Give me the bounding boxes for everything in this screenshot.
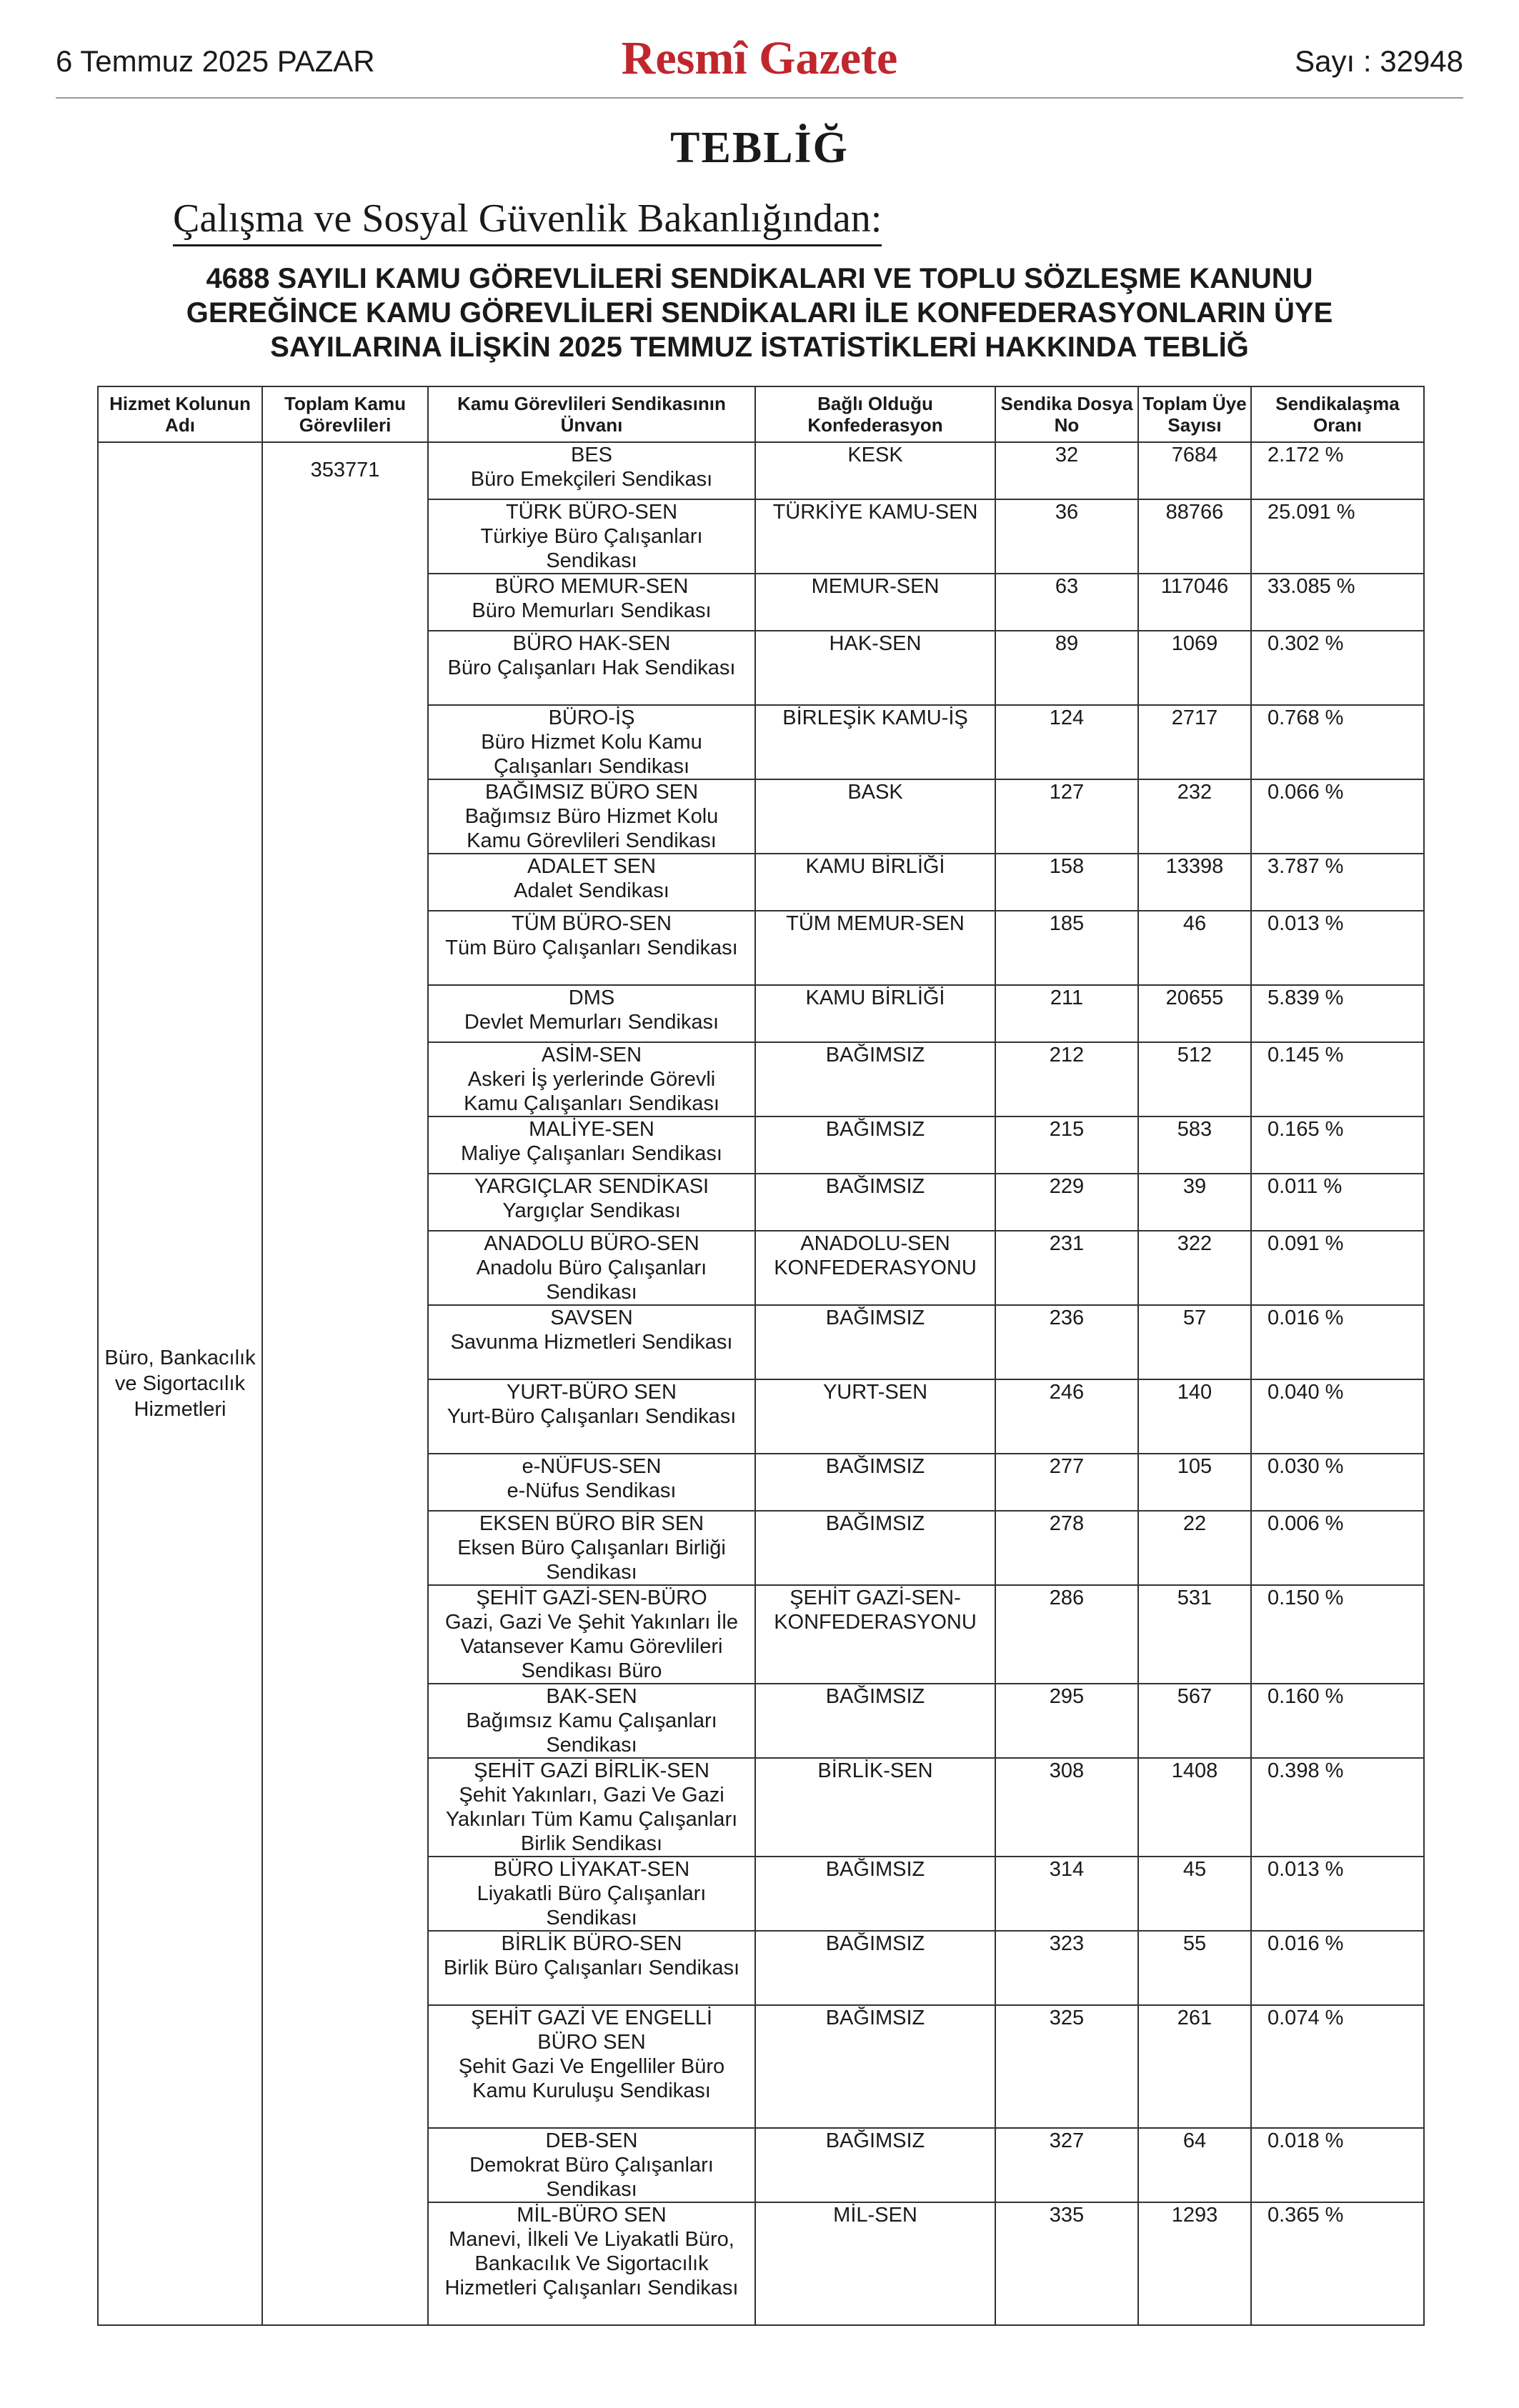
union-full-name-line: Şehit Gazi Ve Engelliler Büro: [458, 2055, 725, 2078]
confederation-cell: [755, 1511, 995, 1585]
file-number-cell: 63: [995, 574, 1138, 631]
confederation-line: BAĞIMSIZ: [825, 1858, 925, 1881]
unionization-rate-cell: 0.030 %: [1251, 1454, 1424, 1511]
union-full-name-line: Eksen Büro Çalışanları Birliği: [457, 1537, 726, 1559]
member-count-cell: 46: [1138, 911, 1251, 985]
union-full-name-line: Tüm Büro Çalışanları Sendikası: [445, 936, 738, 959]
file-number-cell: 89: [995, 631, 1138, 705]
header-file-number: Sendika Dosya No: [995, 386, 1138, 442]
confederation-line: BAĞIMSIZ: [825, 1685, 925, 1708]
union-full-name-line: Şehit Yakınları, Gazi Ve Gazi: [459, 1784, 724, 1807]
union-name-cell: [428, 1174, 755, 1231]
file-number-cell: 231: [995, 1231, 1138, 1305]
union-full-name-line: Adalet Sendikası: [514, 879, 669, 902]
union-abbreviation: DMS: [568, 986, 615, 1009]
unionization-rate-cell: 0.365 %: [1251, 2202, 1424, 2325]
confederation-cell: [755, 1042, 995, 1116]
union-full-name-line: Sendikası: [546, 1281, 637, 1304]
file-number-cell: 32: [995, 442, 1138, 499]
file-number-cell: 158: [995, 854, 1138, 911]
confederation-line: MİL-SEN: [833, 2204, 917, 2227]
confederation-line: TÜRKİYE KAMU-SEN: [772, 501, 978, 524]
member-count-cell: 1069: [1138, 631, 1251, 705]
file-number-cell: 127: [995, 779, 1138, 854]
header-sector: Hizmet Kolunun Adı: [98, 386, 262, 442]
union-full-name-line: Bağımsız Kamu Çalışanları: [466, 1709, 717, 1732]
confederation-cell: [755, 499, 995, 574]
union-full-name-line: BÜRO SEN: [537, 2031, 646, 2054]
union-name-cell: [428, 1379, 755, 1454]
document-title-line: SAYILARINA İLİŞKİN 2025 TEMMUZ İSTATİSTİKLERİ HAKKINDA TEBLİĞ: [270, 331, 1249, 363]
unionization-rate-cell: 2.172 %: [1251, 442, 1424, 499]
union-full-name-line: Vatansever Kamu Görevlileri: [460, 1635, 723, 1658]
unionization-rate-cell: 5.839 %: [1251, 985, 1424, 1042]
union-name-cell: [428, 2005, 755, 2128]
union-full-name-line: Sendikası Büro: [521, 1659, 662, 1682]
confederation-cell: [755, 1379, 995, 1454]
unionization-rate-cell: 0.302 %: [1251, 631, 1424, 705]
union-full-name-line: Sendikası: [546, 1734, 637, 1757]
confederation-line: KONFEDERASYONU: [774, 1257, 977, 1279]
union-full-name-line: Liyakatli Büro Çalışanları: [477, 1882, 707, 1905]
unionization-rate-cell: 0.006 %: [1251, 1511, 1424, 1585]
member-count-cell: 1408: [1138, 1758, 1251, 1857]
sector-name-line: Hizmetleri: [134, 1398, 226, 1421]
union-full-name-line: Kamu Çalışanları Sendikası: [464, 1092, 719, 1115]
union-full-name-line: Anadolu Büro Çalışanları: [476, 1257, 707, 1279]
file-number-cell: 212: [995, 1042, 1138, 1116]
union-full-name-line: Yakınları Tüm Kamu Çalışanları: [445, 1808, 738, 1831]
unionization-rate-cell: 3.787 %: [1251, 854, 1424, 911]
member-count-cell: 88766: [1138, 499, 1251, 574]
union-name-cell: [428, 442, 755, 499]
unionization-rate-cell: 0.016 %: [1251, 1931, 1424, 2005]
member-count-cell: 567: [1138, 1684, 1251, 1758]
union-name-cell: [428, 1042, 755, 1116]
confederation-cell: [755, 574, 995, 631]
confederation-line: BİRLİK-SEN: [817, 1759, 933, 1782]
document-title: [71, 261, 1448, 364]
confederation-line: BAĞIMSIZ: [825, 1118, 925, 1141]
file-number-cell: 36: [995, 499, 1138, 574]
header-member-count: Toplam Üye Sayısı: [1138, 386, 1251, 442]
file-number-cell: 286: [995, 1585, 1138, 1684]
union-full-name-line: Demokrat Büro Çalışanları: [469, 2154, 714, 2177]
union-abbreviation: BES: [570, 444, 613, 466]
member-count-cell: 7684: [1138, 442, 1251, 499]
union-name-cell: [428, 631, 755, 705]
unionization-rate-cell: 0.768 %: [1251, 705, 1424, 779]
confederation-line: TÜM MEMUR-SEN: [786, 912, 965, 935]
member-count-cell: 20655: [1138, 985, 1251, 1042]
member-count-cell: 39: [1138, 1174, 1251, 1231]
union-name-cell: [428, 911, 755, 985]
confederation-line: HAK-SEN: [829, 632, 922, 655]
unionization-rate-cell: 0.150 %: [1251, 1585, 1424, 1684]
union-abbreviation: ŞEHİT GAZİ VE ENGELLİ: [471, 2007, 712, 2029]
union-abbreviation: MALİYE-SEN: [529, 1118, 654, 1141]
confederation-line: ŞEHİT GAZİ-SEN-: [790, 1587, 961, 1609]
member-count-cell: 531: [1138, 1585, 1251, 1684]
issue-date: 6 Temmuz 2025 PAZAR: [56, 44, 375, 78]
union-abbreviation: ASİM-SEN: [541, 1044, 642, 1066]
union-full-name-line: Kamu Kuruluşu Sendikası: [472, 2079, 711, 2102]
union-full-name-line: Gazi, Gazi Ve Şehit Yakınları İle: [445, 1611, 738, 1634]
union-abbreviation: ŞEHİT GAZİ BİRLİK-SEN: [474, 1759, 709, 1782]
sector-name-line: ve Sigortacılık: [114, 1372, 246, 1395]
union-name-cell: [428, 985, 755, 1042]
union-abbreviation: YARGIÇLAR SENDİKASI: [474, 1175, 709, 1198]
document-title-line: 4688 SAYILI KAMU GÖREVLİLERİ SENDİKALARI VE TOPLU SÖZLEŞME KANUNU: [206, 263, 1313, 294]
unionization-rate-cell: 0.016 %: [1251, 1305, 1424, 1379]
union-abbreviation: DEB-SEN: [545, 2129, 638, 2152]
confederation-cell: [755, 854, 995, 911]
member-count-cell: 140: [1138, 1379, 1251, 1454]
member-count-cell: 512: [1138, 1042, 1251, 1116]
union-name-cell: [428, 1305, 755, 1379]
confederation-cell: [755, 1931, 995, 2005]
unionization-rate-cell: 25.091 %: [1251, 499, 1424, 574]
union-full-name-line: Yargıçlar Sendikası: [502, 1199, 681, 1222]
unionization-rate-cell: 0.091 %: [1251, 1231, 1424, 1305]
union-full-name-line: Birlik Büro Çalışanları Sendikası: [443, 1957, 740, 1979]
confederation-cell: [755, 1231, 995, 1305]
union-full-name-line: Bankacılık Ve Sigortacılık: [474, 2252, 709, 2275]
confederation-line: BAĞIMSIZ: [825, 1932, 925, 1955]
member-count-cell: 13398: [1138, 854, 1251, 911]
file-number-cell: 277: [995, 1454, 1138, 1511]
union-full-name-line: Büro Çalışanları Hak Sendikası: [447, 656, 736, 679]
member-count-cell: 261: [1138, 2005, 1251, 2128]
file-number-cell: 211: [995, 985, 1138, 1042]
confederation-line: YURT-SEN: [822, 1381, 928, 1404]
file-number-cell: 229: [995, 1174, 1138, 1231]
unionization-rate-cell: 0.160 %: [1251, 1684, 1424, 1758]
header-total-employees: Toplam Kamu Görevlileri: [262, 386, 428, 442]
union-abbreviation: MİL-BÜRO SEN: [517, 2204, 667, 2227]
union-abbreviation: BÜRO-İŞ: [548, 706, 635, 729]
union-abbreviation: EKSEN BÜRO BİR SEN: [479, 1512, 704, 1535]
union-full-name-line: Büro Memurları Sendikası: [472, 599, 712, 622]
file-number-cell: 124: [995, 705, 1138, 779]
union-name-cell: [428, 574, 755, 631]
confederation-cell: [755, 911, 995, 985]
union-name-cell: [428, 2128, 755, 2202]
confederation-line: BAĞIMSIZ: [825, 1175, 925, 1198]
union-full-name-line: Büro Emekçileri Sendikası: [470, 468, 713, 491]
confederation-cell: [755, 1585, 995, 1684]
unionization-rate-cell: 33.085 %: [1251, 574, 1424, 631]
member-count-cell: 57: [1138, 1305, 1251, 1379]
union-full-name-line: Sendikası: [546, 549, 637, 572]
confederation-line: BASK: [847, 781, 903, 804]
member-count-cell: 105: [1138, 1454, 1251, 1511]
member-count-cell: 1293: [1138, 2202, 1251, 2325]
unionization-rate-cell: 0.040 %: [1251, 1379, 1424, 1454]
confederation-line: BAĞIMSIZ: [825, 1512, 925, 1535]
union-abbreviation: BİRLİK BÜRO-SEN: [501, 1932, 682, 1955]
member-count-cell: 22: [1138, 1511, 1251, 1585]
confederation-line: BAĞIMSIZ: [825, 1307, 925, 1329]
union-name-cell: [428, 499, 755, 574]
union-full-name-line: Askeri İş yerlerinde Görevli: [467, 1068, 716, 1091]
file-number-cell: 308: [995, 1758, 1138, 1857]
table-header-row: [98, 386, 1424, 442]
confederation-cell: [755, 779, 995, 854]
confederation-cell: [755, 705, 995, 779]
confederation-cell: [755, 1857, 995, 1931]
union-abbreviation: BÜRO HAK-SEN: [512, 632, 671, 655]
member-count-cell: 232: [1138, 779, 1251, 854]
union-full-name-line: Devlet Memurları Sendikası: [464, 1011, 719, 1034]
union-full-name-line: Manevi, İlkeli Ve Liyakatli Büro,: [449, 2228, 734, 2251]
confederation-line: ANADOLU-SEN: [800, 1232, 950, 1255]
confederation-line: BAĞIMSIZ: [825, 2007, 925, 2029]
confederation-line: BAĞIMSIZ: [825, 1044, 925, 1066]
confederation-cell: [755, 1116, 995, 1174]
union-name-cell: [428, 1931, 755, 2005]
confederation-cell: [755, 1684, 995, 1758]
header-confederation: Bağlı Olduğu Konfederasyon: [755, 386, 995, 442]
union-full-name-line: Büro Hizmet Kolu Kamu: [481, 731, 702, 754]
confederation-line: BAĞIMSIZ: [825, 1455, 925, 1478]
union-name-cell: [428, 1684, 755, 1758]
union-name-cell: [428, 705, 755, 779]
union-full-name-line: Bağımsız Büro Hizmet Kolu: [464, 805, 719, 828]
gazette-header: [56, 32, 1463, 87]
union-full-name-line: Yurt-Büro Çalışanları Sendikası: [447, 1405, 737, 1428]
unionization-rate-cell: 0.011 %: [1251, 1174, 1424, 1231]
union-abbreviation: ANADOLU BÜRO-SEN: [484, 1232, 699, 1255]
sector-name-line: Büro, Bankacılık: [104, 1347, 256, 1369]
union-full-name-line: e-Nüfus Sendikası: [507, 1479, 677, 1502]
member-count-cell: 64: [1138, 2128, 1251, 2202]
confederation-cell: [755, 1454, 995, 1511]
ministry-line: Çalışma ve Sosyal Güvenlik Bakanlığından:: [173, 194, 882, 246]
confederation-cell: [755, 442, 995, 499]
document-title-line: GEREĞİNCE KAMU GÖREVLİLERİ SENDİKALARI İLE KONFEDERASYONLARIN ÜYE: [186, 297, 1333, 329]
member-count-cell: 2717: [1138, 705, 1251, 779]
unionization-rate-cell: 0.165 %: [1251, 1116, 1424, 1174]
sector-name-cell: [98, 442, 262, 2325]
member-count-cell: 55: [1138, 1931, 1251, 2005]
union-full-name-line: Sendikası: [546, 1907, 637, 1929]
union-name-cell: [428, 1454, 755, 1511]
union-name-cell: [428, 1116, 755, 1174]
union-name-cell: [428, 1511, 755, 1585]
union-abbreviation: SAVSEN: [550, 1307, 633, 1329]
table-row: [98, 442, 1424, 499]
union-abbreviation: BAĞIMSIZ BÜRO SEN: [484, 781, 699, 804]
confederation-line: BİRLEŞİK KAMU-İŞ: [782, 706, 968, 729]
confederation-line: KAMU BİRLİĞİ: [805, 855, 945, 878]
unionization-rate-cell: 0.074 %: [1251, 2005, 1424, 2128]
file-number-cell: 314: [995, 1857, 1138, 1931]
confederation-line: KAMU BİRLİĞİ: [805, 986, 945, 1009]
file-number-cell: 335: [995, 2202, 1138, 2325]
union-name-cell: [428, 2202, 755, 2325]
union-abbreviation: BÜRO MEMUR-SEN: [494, 575, 689, 598]
union-full-name-line: Birlik Sendikası: [520, 1832, 663, 1855]
confederation-line: MEMUR-SEN: [811, 575, 940, 598]
header-unionization-rate: Sendikalaşma Oranı: [1251, 386, 1424, 442]
union-abbreviation: ADALET SEN: [527, 855, 656, 878]
file-number-cell: 327: [995, 2128, 1138, 2202]
union-abbreviation: TÜM BÜRO-SEN: [512, 912, 672, 935]
union-full-name-line: Türkiye Büro Çalışanları: [480, 525, 703, 548]
confederation-cell: [755, 1305, 995, 1379]
total-employees-cell: 353771: [262, 442, 428, 2325]
union-full-name-line: Savunma Hizmetleri Sendikası: [450, 1331, 733, 1354]
file-number-cell: 278: [995, 1511, 1138, 1585]
union-full-name-line: Kamu Görevlileri Sendikası: [467, 829, 717, 852]
union-name-cell: [428, 854, 755, 911]
union-name-cell: [428, 1758, 755, 1857]
union-statistics-table: [97, 386, 1425, 2326]
unionization-rate-cell: 0.066 %: [1251, 779, 1424, 854]
member-count-cell: 45: [1138, 1857, 1251, 1931]
union-abbreviation: BAK-SEN: [546, 1685, 637, 1708]
file-number-cell: 325: [995, 2005, 1138, 2128]
member-count-cell: 117046: [1138, 574, 1251, 631]
union-abbreviation: BÜRO LİYAKAT-SEN: [493, 1858, 690, 1881]
unionization-rate-cell: 0.018 %: [1251, 2128, 1424, 2202]
confederation-line: KONFEDERASYONU: [774, 1611, 977, 1634]
union-name-cell: [428, 779, 755, 854]
union-name-cell: [428, 1585, 755, 1684]
union-full-name-line: Hizmetleri Çalışanları Sendikası: [444, 2277, 739, 2299]
confederation-cell: [755, 2128, 995, 2202]
confederation-cell: [755, 2005, 995, 2128]
union-abbreviation: ŞEHİT GAZİ-SEN-BÜRO: [476, 1587, 707, 1609]
union-full-name-line: Sendikası: [546, 2178, 637, 2201]
header-union-name: Kamu Görevlileri Sendikasının Ünvanı: [428, 386, 755, 442]
confederation-cell: [755, 1174, 995, 1231]
confederation-line: KESK: [847, 444, 903, 466]
header-divider: [56, 97, 1463, 99]
confederation-cell: [755, 1758, 995, 1857]
file-number-cell: 185: [995, 911, 1138, 985]
confederation-line: BAĞIMSIZ: [825, 2129, 925, 2152]
unionization-rate-cell: 0.013 %: [1251, 911, 1424, 985]
unionization-rate-cell: 0.013 %: [1251, 1857, 1424, 1931]
union-full-name-line: Sendikası: [546, 1561, 637, 1584]
masthead-title: Resmî Gazete: [621, 32, 898, 84]
union-abbreviation: TÜRK BÜRO-SEN: [505, 501, 678, 524]
union-abbreviation: e-NÜFUS-SEN: [522, 1455, 662, 1478]
union-name-cell: [428, 1231, 755, 1305]
union-full-name-line: Çalışanları Sendikası: [493, 755, 690, 778]
confederation-cell: [755, 2202, 995, 2325]
unionization-rate-cell: 0.398 %: [1251, 1758, 1424, 1857]
union-full-name-line: Maliye Çalışanları Sendikası: [461, 1142, 722, 1165]
union-abbreviation: YURT-BÜRO SEN: [507, 1381, 677, 1404]
file-number-cell: 215: [995, 1116, 1138, 1174]
confederation-cell: [755, 631, 995, 705]
confederation-cell: [755, 985, 995, 1042]
member-count-cell: 583: [1138, 1116, 1251, 1174]
file-number-cell: 246: [995, 1379, 1138, 1454]
union-name-cell: [428, 1857, 755, 1931]
file-number-cell: 295: [995, 1684, 1138, 1758]
file-number-cell: 236: [995, 1305, 1138, 1379]
file-number-cell: 323: [995, 1931, 1138, 2005]
unionization-rate-cell: 0.145 %: [1251, 1042, 1424, 1116]
section-heading: TEBLİĞ: [670, 124, 849, 172]
issue-number: Sayı : 32948: [1295, 44, 1463, 78]
member-count-cell: 322: [1138, 1231, 1251, 1305]
